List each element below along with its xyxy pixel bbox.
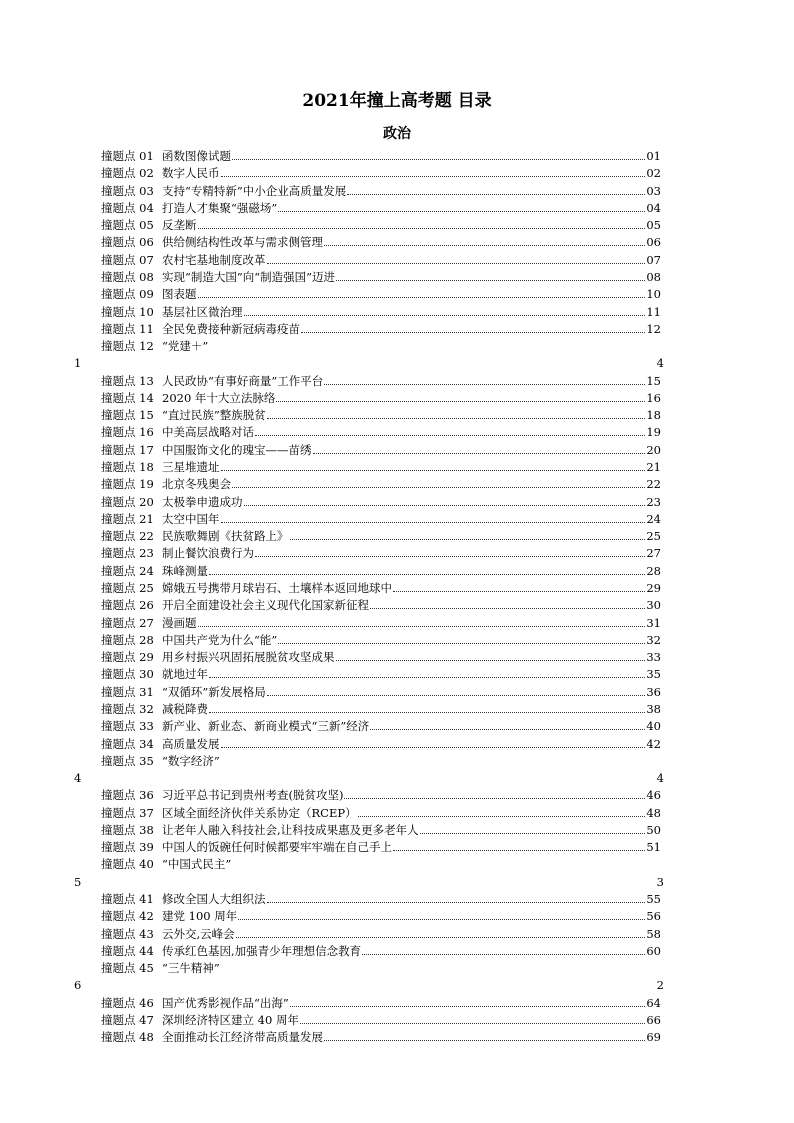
toc-entry[interactable]	[101, 147, 661, 163]
toc-entry-page: 56	[646, 909, 661, 924]
toc-entry[interactable]	[101, 648, 661, 664]
toc-entry-title: 中国服饰文化的瑰宝——苗绣	[162, 442, 312, 457]
toc-entry-page: 58	[646, 926, 661, 941]
toc-entry-code: 撞题点 23	[101, 546, 154, 561]
toc-entry[interactable]	[101, 285, 661, 301]
toc-entry[interactable]	[101, 838, 661, 854]
toc-entry[interactable]	[101, 182, 661, 198]
toc-entry-page: 51	[646, 840, 661, 855]
toc-entry-title: 制止餐饮浪费行为	[162, 546, 254, 561]
dot-leader	[300, 1023, 645, 1024]
toc-entry[interactable]	[101, 441, 661, 457]
toc-entry-code: 撞题点 43	[101, 926, 154, 941]
toc-entry[interactable]	[101, 579, 661, 595]
toc-entry[interactable]	[101, 372, 661, 388]
toc-entry-page: 11	[646, 304, 661, 319]
dot-leader	[244, 505, 646, 506]
toc-entry-title: 数字人民币	[162, 166, 220, 181]
toc-entry[interactable]	[101, 700, 661, 716]
toc-entry[interactable]	[101, 199, 661, 215]
toc-entry-title: 用乡村振兴巩固拓展脱贫攻坚成果	[162, 650, 335, 665]
dot-leader	[255, 435, 645, 436]
toc-entry-code: 撞题点 48	[101, 1030, 154, 1045]
toc-entry-code: 撞题点 32	[101, 701, 154, 716]
toc-entry-title: 让老年人融入科技社会,让科技成果惠及更多老年人	[162, 822, 419, 837]
dot-leader	[362, 954, 645, 955]
toc-entry[interactable]	[101, 786, 661, 802]
toc-entry-page: 08	[646, 269, 661, 284]
toc-entry[interactable]	[101, 233, 661, 249]
toc-entry[interactable]	[101, 510, 661, 526]
toc-entry-page: 22	[646, 477, 661, 492]
toc-entry-page: 64	[646, 995, 661, 1010]
toc-entry-code: 撞题点 03	[101, 183, 154, 198]
dot-leader	[238, 919, 645, 920]
toc-entry-page: 04	[646, 200, 661, 215]
dot-leader	[221, 522, 646, 523]
wrapped-page-number-line	[74, 356, 664, 370]
toc-entry-title: 区域全面经济伙伴关系协定（RCEP）	[162, 805, 357, 820]
toc-entry[interactable]	[101, 458, 661, 474]
toc-entry-code: 撞题点 30	[101, 667, 154, 682]
toc-entry-code: 撞题点 01	[101, 149, 154, 163]
dot-leader	[278, 643, 645, 644]
wrapped-page-suffix: 2	[656, 978, 664, 993]
toc-entry-code: 撞题点 41	[101, 892, 154, 907]
toc-entry[interactable]	[101, 320, 661, 336]
dot-leader	[301, 332, 645, 333]
dot-leader	[393, 591, 645, 592]
toc-entry-code: 撞题点 18	[101, 460, 154, 475]
dot-leader	[370, 608, 645, 609]
toc-entry-code: 撞题点 14	[101, 390, 154, 405]
toc-entry-title: 国产优秀影视作品“出海”	[162, 995, 289, 1010]
toc-entry-code: 撞题点 29	[101, 650, 154, 665]
dot-leader	[232, 487, 645, 488]
toc-entry-page: 55	[646, 892, 661, 907]
toc-entry-title: 中国共产党为什么“能”	[162, 632, 278, 647]
toc-entry-page: 23	[646, 494, 661, 509]
wrapped-page-suffix: 4	[656, 771, 664, 786]
toc-entry[interactable]	[101, 423, 661, 439]
toc-entry-page: 27	[646, 546, 661, 561]
toc-entry-title: 人民政协“有事好商量”工作平台	[162, 373, 324, 388]
toc-entry-title: 农村宅基地制度改革	[162, 252, 266, 267]
toc-entry-page: 05	[646, 218, 661, 233]
toc-entry-page: 28	[646, 563, 661, 578]
dot-leader	[344, 798, 645, 799]
toc-entry-page: 12	[646, 321, 661, 336]
toc-entry-page: 60	[646, 943, 661, 958]
toc-entry-code: 撞题点 33	[101, 719, 154, 734]
toc-entry-title: 云外交,云峰会	[162, 926, 235, 941]
toc-entry[interactable]	[101, 389, 661, 405]
wrapped-page-number-line	[74, 771, 664, 785]
toc-entry-code: 撞题点 06	[101, 235, 154, 250]
toc-entry-code: 撞题点 08	[101, 269, 154, 284]
toc-entry-page: 03	[646, 183, 661, 198]
toc-entry-title: “三牛精神”	[162, 961, 220, 976]
toc-entry-title: 中美高层战略对话	[162, 425, 254, 440]
toc-entry-page: 36	[646, 684, 661, 699]
toc-entry[interactable]	[101, 735, 661, 751]
toc-entry-title: 嫦娥五号携带月球岩石、土壤样本返回地球中	[162, 581, 392, 595]
toc-entry-code: 撞题点 34	[101, 736, 154, 751]
wrapped-page-number-line	[74, 978, 664, 992]
dot-leader	[290, 539, 646, 540]
toc-entry-title: 全民免费接种新冠病毒疫苗	[162, 321, 300, 336]
dot-leader	[221, 747, 646, 748]
toc-entry-code: 撞题点 09	[101, 287, 154, 302]
toc-entry-page: 24	[646, 511, 661, 526]
toc-entry[interactable]	[101, 925, 661, 941]
toc-entry-code: 撞题点 46	[101, 995, 154, 1010]
toc-entry-page: 69	[646, 1030, 661, 1045]
toc-entry-title: 传承红色基因,加强青少年理想信念教育	[162, 943, 362, 958]
toc-entry-title: 基层社区微治理	[162, 304, 243, 319]
toc-entry-title: 三星堆遗址	[162, 460, 220, 475]
toc-entry-code: 撞题点 35	[101, 753, 154, 768]
toc-entry[interactable]	[101, 251, 661, 267]
toc-entry-page: 02	[646, 166, 661, 181]
toc-entry-code: 撞题点 04	[101, 200, 154, 215]
toc-entry[interactable]	[101, 475, 661, 491]
dot-leader	[393, 850, 645, 851]
dot-leader	[198, 297, 646, 298]
toc-entry-page: 06	[646, 235, 661, 250]
dot-leader	[313, 453, 646, 454]
toc-entry-code: 撞题点 31	[101, 684, 154, 699]
toc-entry-code: 撞题点 13	[101, 373, 154, 388]
toc-entry[interactable]	[101, 268, 661, 284]
toc-entry-page: 48	[646, 805, 661, 820]
toc-entry-title: “数字经济”	[162, 753, 220, 768]
toc-entry[interactable]	[101, 544, 661, 560]
toc-entry-page: 40	[646, 719, 661, 734]
toc-entry-page: 18	[646, 408, 661, 423]
dot-leader	[276, 401, 645, 402]
toc-entry[interactable]	[101, 1028, 661, 1044]
toc-entry-title: 反垄断	[162, 218, 197, 233]
toc-entry[interactable]	[101, 164, 661, 180]
dot-leader	[370, 729, 645, 730]
toc-entry-title: “直过民族”整族脱贫	[162, 408, 266, 423]
wrapped-page-prefix: 5	[74, 874, 82, 889]
toc-entry-title: 珠峰测量	[162, 563, 208, 578]
toc-entry-page: 50	[646, 822, 661, 837]
toc-entry-code: 撞题点 17	[101, 442, 154, 457]
toc-entry[interactable]	[101, 752, 661, 768]
toc-entry[interactable]	[101, 1011, 661, 1027]
dot-leader	[209, 574, 645, 575]
toc-entry-code: 撞题点 36	[101, 788, 154, 803]
dot-leader	[244, 315, 646, 316]
dot-leader	[336, 280, 645, 281]
dot-leader	[420, 833, 646, 834]
toc-entry-code: 撞题点 26	[101, 598, 154, 613]
toc-entry-page: 15	[646, 373, 661, 388]
dot-leader	[198, 228, 646, 229]
toc-entry-title: 民族歌舞剧《扶贫路上》	[162, 529, 289, 544]
toc-entry-title: “双循环”新发展格局	[162, 684, 266, 699]
toc-entry-title: 中国人的饭碗任何时候都要牢牢端在自己手上	[162, 840, 392, 855]
toc-entry-page: 33	[646, 650, 661, 665]
toc-entry-title: 深圳经济特区建立 40 周年	[162, 1013, 299, 1027]
toc-entry-code: 撞题点 24	[101, 563, 154, 578]
dot-leader	[198, 626, 646, 627]
toc-entry-page: 31	[646, 615, 661, 630]
toc-entry-code: 撞题点 40	[101, 857, 154, 872]
toc-entry-page: 32	[646, 632, 661, 647]
toc-entry-page: 01	[646, 149, 661, 163]
toc-entry-title: 就地过年	[162, 667, 208, 682]
toc-entry-code: 撞题点 15	[101, 408, 154, 423]
toc-entry[interactable]	[101, 665, 661, 681]
toc-entry-title: 习近平总书记到贵州考查(脱贫攻坚)	[162, 788, 344, 803]
dot-leader	[267, 263, 646, 264]
toc-entry-code: 撞题点 16	[101, 425, 154, 440]
dot-leader	[358, 816, 646, 817]
toc-entry[interactable]	[101, 216, 661, 232]
toc-entry-page: 66	[646, 1013, 661, 1027]
toc-entry-code: 撞题点 25	[101, 581, 154, 595]
toc-entry[interactable]	[101, 994, 661, 1010]
toc-entry-code: 撞题点 27	[101, 615, 154, 630]
toc-entry-title: 实现“制造大国”向“制造强国”迈进	[162, 269, 336, 284]
toc-entry-title: 太极拳申遗成功	[162, 494, 243, 509]
toc-entry-page: 30	[646, 598, 661, 613]
toc-entry-page: 46	[646, 788, 661, 803]
toc-entry-title: 北京冬残奥会	[162, 477, 231, 492]
wrapped-page-prefix: 1	[74, 356, 82, 371]
toc-entry[interactable]	[101, 804, 661, 820]
toc-entry-page: 21	[646, 460, 661, 475]
toc-entry-title: 新产业、新业态、新商业模式“三新”经济	[162, 719, 370, 734]
toc-entry[interactable]	[101, 337, 661, 353]
wrapped-page-prefix: 4	[74, 771, 82, 786]
dot-leader	[221, 470, 646, 471]
toc-entry-title: 打造人才集聚“强磁场”	[162, 200, 278, 215]
toc-entry[interactable]	[101, 303, 661, 319]
toc-entry-code: 撞题点 02	[101, 166, 154, 181]
dot-leader	[209, 677, 645, 678]
dot-leader	[324, 1040, 645, 1041]
wrapped-page-prefix: 6	[74, 978, 82, 993]
toc-entry-title: 开启全面建设社会主义现代化国家新征程	[162, 598, 369, 613]
toc-entry-code: 撞题点 20	[101, 494, 154, 509]
toc-entry[interactable]	[101, 683, 661, 699]
toc-entry-code: 撞题点 10	[101, 304, 154, 319]
dot-leader	[267, 418, 646, 419]
toc-entry-page: 07	[646, 252, 661, 267]
toc-entry-code: 撞题点 12	[101, 339, 154, 354]
dot-leader	[347, 194, 645, 195]
toc-entry[interactable]	[101, 493, 661, 509]
toc-entry-code: 撞题点 38	[101, 822, 154, 837]
toc-entry[interactable]	[101, 907, 661, 923]
toc-entry-title: 减税降费	[162, 701, 208, 716]
toc-entry[interactable]	[101, 890, 661, 906]
dot-leader	[278, 211, 645, 212]
toc-entry-title: 图表题	[162, 287, 197, 302]
toc-entry[interactable]	[101, 717, 661, 733]
toc-entry[interactable]	[101, 406, 661, 422]
toc-entry-title: 函数图像试题	[162, 149, 231, 163]
toc-entry-code: 撞题点 39	[101, 840, 154, 855]
toc-entry-code: 撞题点 47	[101, 1013, 154, 1027]
toc-entry-page: 29	[646, 581, 661, 595]
toc-entry-page: 38	[646, 701, 661, 716]
toc-entry[interactable]	[101, 562, 661, 578]
dot-leader	[267, 695, 646, 696]
toc-entry-code: 撞题点 44	[101, 943, 154, 958]
toc-entry-title: 修改全国人大组织法	[162, 892, 266, 907]
toc-entry-title: 太空中国年	[162, 511, 220, 526]
toc-entry-title: 支持“专精特新”中小企业高质量发展	[162, 183, 347, 198]
toc-entry-page: 19	[646, 425, 661, 440]
toc-entry-code: 撞题点 07	[101, 252, 154, 267]
toc-entry[interactable]	[101, 942, 661, 958]
toc-entry[interactable]	[101, 527, 661, 543]
toc-entry[interactable]	[101, 821, 661, 837]
toc-entry-code: 撞题点 11	[101, 321, 154, 336]
toc-entry-title: 供给侧结构性改革与需求侧管理	[162, 235, 323, 250]
toc-entry-code: 撞题点 45	[101, 961, 154, 976]
toc-entry[interactable]	[101, 614, 661, 630]
toc-entry-code: 撞题点 05	[101, 218, 154, 233]
dot-leader	[236, 937, 646, 938]
toc-entry[interactable]	[101, 855, 661, 871]
toc-entry-title: 2020 年十大立法脉络	[162, 390, 276, 405]
toc-entry-code: 撞题点 42	[101, 909, 154, 924]
toc-entry-code: 撞题点 21	[101, 511, 154, 526]
document-title: 2021年撞上高考题 目录	[302, 91, 492, 111]
dot-leader	[324, 384, 645, 385]
toc-entry[interactable]	[101, 959, 661, 975]
toc-entry-title: “中国式民主”	[162, 857, 232, 872]
wrapped-page-suffix: 4	[656, 356, 664, 371]
toc-entry-code: 撞题点 28	[101, 632, 154, 647]
section-heading: 政治	[383, 126, 411, 142]
toc-entry-title: “党建＋”	[162, 339, 209, 354]
dot-leader	[221, 176, 646, 177]
toc-entry-page: 42	[646, 736, 661, 751]
wrapped-page-number-line	[74, 875, 664, 889]
dot-leader	[209, 712, 645, 713]
toc-entry-title: 漫画题	[162, 615, 197, 630]
toc-entry-title: 全面推动长江经济带高质量发展	[162, 1030, 323, 1045]
toc-entry-page: 25	[646, 529, 661, 544]
toc-entry-page: 16	[646, 390, 661, 405]
dot-leader	[336, 660, 646, 661]
toc-entry-page: 20	[646, 442, 661, 457]
dot-leader	[290, 1006, 646, 1007]
toc-entry-code: 撞题点 22	[101, 529, 154, 544]
toc-entry-code: 撞题点 37	[101, 805, 154, 820]
dot-leader	[267, 902, 646, 903]
toc-entry-code: 撞题点 19	[101, 477, 154, 492]
dot-leader	[255, 556, 645, 557]
toc-entry-title: 建党 100 周年	[162, 909, 238, 924]
toc-entry[interactable]	[101, 631, 661, 647]
dot-leader	[232, 159, 645, 160]
toc-entry-title: 高质量发展	[162, 736, 220, 751]
wrapped-page-suffix: 3	[656, 874, 664, 889]
dot-leader	[324, 245, 645, 246]
toc-entry-page: 35	[646, 667, 661, 682]
toc-entry-page: 10	[646, 287, 661, 302]
toc-entry[interactable]	[101, 596, 661, 612]
